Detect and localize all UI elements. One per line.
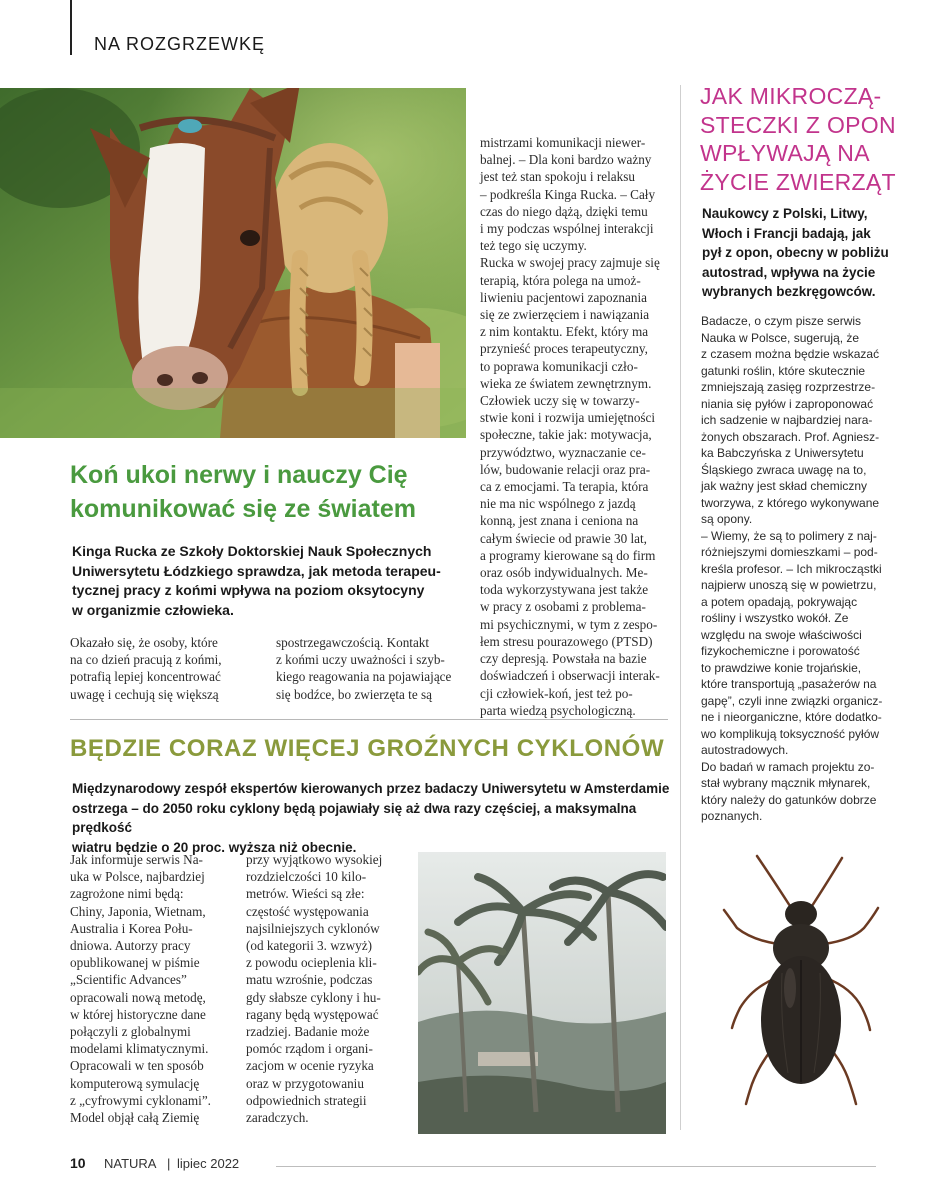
article-headline: Koń ukoi nerwy i nauczy Cię komunikować się ze światem (70, 461, 416, 523)
horse-photo (0, 88, 466, 438)
section-divider (70, 719, 668, 720)
cyclone-column-2: przy wyjątkowo wysokiej rozdzielczości 10 kilo- metrów. Wieści są złe: częstość występowania najsilniejszych cyklonów (od kategorii 3. wzwyż) z powodu ocieplenia kli- matu wzrośnie, podczas gdy słabsze cyklony i hu- ragany będą występować rzadziej. Badanie może pomóc rządom i organi- zacjom w ocenie ryzyka oraz w przygotowaniu odpowiednich strategii zaradczych. (246, 852, 383, 1126)
storm-photo (418, 852, 666, 1134)
page-number: 10 (70, 1155, 86, 1171)
cyclone-column-1: Jak informuje serwis Na- uka w Polsce, najbardziej zagrożone nimi będą: Chiny, Japonia, Wietnam, Australia i Korea Połu- dniowa. Autorzy pracy opublikowanej w piśmie „Scientific Advances” opracowali nową metodę, w której historyczne dane połączyli z globalnymi modelami klimatycznymi. Opracowali w ten sposób komputerową symulację z „cyfrowymi cyklonami”. Model objął całą Ziemię (70, 852, 211, 1126)
article-column-1: Okazało się, że osoby, które na co dzień pracują z końmi, potrafią lepiej koncentrować uwagę i cechują się większą (70, 635, 222, 702)
cyclone-lead: Międzynarodowy zespół ekspertów kierowanych przez badaczy Uniwersytetu w Amsterdamie ostrzega – do 2050 roku cyklony będą pojawiały się aż dwa razy częściej, a maksymalna prędkość wiatru będzie o 20 proc. wyższa niż obecnie. (72, 781, 670, 855)
beetle-photo (712, 848, 892, 1108)
sidebar-separator (680, 85, 681, 1130)
article-column-2: spostrzegawczością. Kontakt z końmi uczy uważności i szyb- kiego reagowania na pojawiające się bodźce, bo zwierzęta te są (276, 635, 452, 702)
issue-date: lipiec 2022 (177, 1156, 240, 1171)
footer-separator: | (167, 1156, 171, 1171)
sidebar-headline: JAK MIKROCZĄ- STECZKI Z OPON WPŁYWAJĄ NA ŻYCIE ZWIERZĄT (700, 83, 896, 195)
magazine-name: NATURA (104, 1156, 157, 1171)
palm-storm-illustration (418, 852, 666, 1134)
article-column-3: mistrzami komunikacji niewer- balnej. – Dla koni bardzo ważny jest też stan spokoju i relaksu – podkreśla Kinga Rucka. – Cały czas do niego dążą, dzięki temu i my podczas wspólnej interakcji też tego się uczymy. Rucka w swojej pracy zajmuje się terapią, która polega na umoż- liwieniu pacjentowi zapoznania się ze zwierzęciem i nawiązania z nim kontaktu. Efekt, który ma przynieść proces terapeutyczny, to poprawa komunikacji czło- wieka ze światem zewnętrznym. Człowiek uczy się w towarzy- stwie koni i rozwija umiejętności społeczne, takie jak: motywacja, przywództwo, wyznaczanie ce- lów, budowanie relacji oraz pra- ca z emocjami. Ta terapia, która nie ma nic wspólnego z jazdą konną, jest znana i ceniona na całym świecie od prawie 30 lat, a programy kierowane są do firm oraz osób indywidualnych. Me- toda wykorzystywana jest także w pracy z osobami z problema- mi psychicznymi, w tym z zespo- łem stresu pourazowego (PTSD) czy depresją. Powstała na bazie doświadczeń i obserwacji interak- cji człowiek-koń, jest też po- parta wiedzą psychologiczną. (480, 135, 660, 718)
article-lead: Kinga Rucka ze Szkoły Doktorskiej Nauk Społecznych Uniwersytetu Łódzkiego sprawdza, jak metoda terapeu- tycznej pracy z końmi wpływa na poziom oksytocyny w organizmie człowieka. (72, 543, 441, 618)
header-rule (70, 0, 72, 55)
sidebar-lead: Naukowcy z Polski, Litwy, Włoch i Francji badają, jak pył z opon, obecny w pobliżu autostrad, wpływa na życie wybranych bezkręgowców. (702, 206, 889, 299)
cyclone-headline: BĘDZIE CORAZ WIĘCEJ GROŹNYCH CYKLONÓW (70, 735, 665, 762)
section-label: NA ROZGRZEWKĘ (94, 34, 266, 54)
beetle-illustration (712, 848, 892, 1108)
sidebar-body: Badacze, o czym pisze serwis Nauka w Polsce, sugerują, że z czasem można będzie wskazać gatunki roślin, które skutecznie zmniejszają zasięg rozprzestrze- niania się pyłów i zaproponować ich sadzenie w najbardziej nara- żonych obszarach. Prof. Agniesz- ka Babczyńska z Uniwersytetu Śląskiego zwraca uwagę na to, jak ważny jest skład chemiczny tworzywa, z którego wykonywane są opony. – Wiemy, że są to polimery z naj- różniejszymi domieszkami – pod- kreśla profesor. – Ich mikrocząstki najpierw unoszą się w powietrzu, a potem opadają, pokrywając rośliny i wszystko wokół. Ze względu na swoje właściwości fizykochemiczne i porowatość to prawdziwe konie trojańskie, które transportują „pasażerów na gapę”, czyli inne związki organicz- ne i nieorganiczne, które dodatko- wo komplikują toksyczność pyłów autostradowych. Do badań w ramach projektu zo- stał wybrany mącznik młynarek, który należy do gatunków dobrze poznanych. (701, 314, 883, 823)
footer-rule (276, 1166, 876, 1167)
horse-and-girl-illustration (0, 88, 466, 438)
